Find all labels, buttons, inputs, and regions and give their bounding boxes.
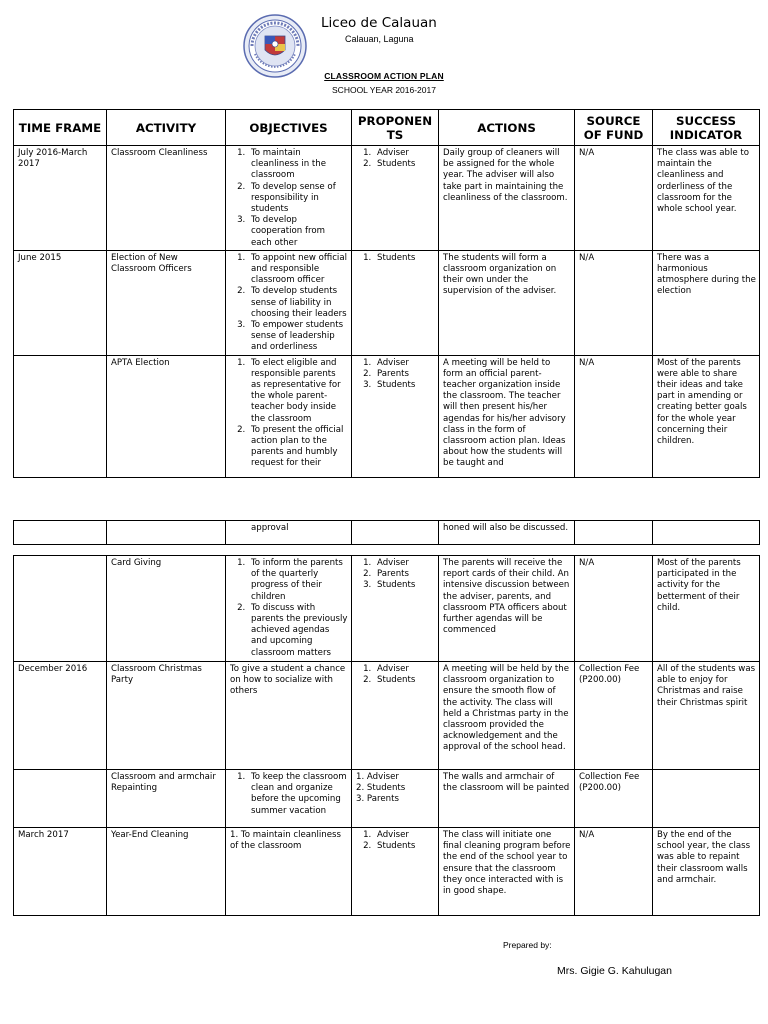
objective-item: 2. To develop sense of responsibility in students [248, 182, 348, 216]
proponent-item: 3. Students [374, 580, 435, 591]
objectives-cell [226, 355, 352, 477]
source-of-fund-cell: N/A [575, 250, 653, 355]
source-of-fund-cell: N/A [575, 556, 653, 662]
proponent-item: 2. Students [356, 783, 406, 794]
objective-item: 2. To discuss with parents the previously achieved agendas and upcoming classroom matters [248, 603, 348, 659]
proponent-item: 3. Students [374, 380, 435, 391]
success-indicator-cell [653, 770, 760, 828]
objectives-cell [226, 146, 352, 251]
signer-name: Mrs. Gigie G. Kahulugan [557, 965, 672, 977]
proponents-cell [352, 250, 439, 355]
prepared-by-label: Prepared by: [503, 940, 552, 950]
document-header [0, 0, 768, 100]
activity-cell: Year-End Cleaning [107, 828, 226, 916]
table-header-row [14, 110, 760, 146]
proponent-item: 1. Adviser [374, 358, 435, 369]
objective-item: 1. To keep the classroom clean and organize before the upcoming summer vacation [248, 772, 348, 817]
school-year: SCHOOL YEAR 2016-2017 [332, 85, 436, 95]
objective-item: 3. To develop cooperation from each other [248, 215, 348, 249]
proponent-item: 2. Parents [374, 569, 435, 580]
time-frame-cell [14, 521, 107, 545]
school-address: Calauan, Laguna [345, 34, 414, 44]
actions-cell: The class will initiate one final cleaning program before the end of the school year to ensure that the classroom they once interacted with is in good shape. [439, 828, 575, 916]
objective-continuation: approval [251, 523, 289, 533]
success-indicator-cell: All of the students was able to enjoy for Christmas and raise their Christmas spirit [653, 662, 760, 770]
col-header-actions: ACTIONS [439, 110, 575, 146]
objectives-cell: To give a student a chance on how to socialize with others [226, 662, 352, 770]
objectives-cell: 1. To maintain cleanliness of the classroom [226, 828, 352, 916]
actions-cell: The walls and armchair of the classroom will be painted [439, 770, 575, 828]
proponent-item: 1. Adviser [374, 664, 435, 675]
col-header-objectives: OBJECTIVES [226, 110, 352, 146]
objective-item: 1. To inform the parents of the quarterly progress of their children [248, 558, 348, 603]
col-header-activity: ACTIVITY [107, 110, 226, 146]
time-frame-cell [14, 556, 107, 662]
activity-cell: Classroom and armchair Repainting [107, 770, 226, 828]
proponent-item: 2. Students [374, 159, 435, 170]
table-row [14, 521, 760, 545]
success-indicator-cell: There was a harmonious atmosphere during the election [653, 250, 760, 355]
activity-cell: APTA Election [107, 355, 226, 477]
success-indicator-cell [653, 521, 760, 545]
action-plan-table-page2 [13, 555, 760, 916]
objective-item: 2. To develop students sense of liability in choosing their leaders [248, 286, 348, 320]
col-header-proponents: PROPONEN TS [352, 110, 439, 146]
proponent-item: 2. Students [374, 841, 435, 852]
proponents-cell [352, 355, 439, 477]
success-indicator-cell: The class was able to maintain the cleanliness and orderliness of the classroom for the whole school year. [653, 146, 760, 251]
actions-cell: The parents will receive the report cards of their child. An intensive discussion between the adviser, parents, and classroom PTA officers about further agendas will be commenced [439, 556, 575, 662]
time-frame-cell: March 2017 [14, 828, 107, 916]
proponent-item: 1. Students [374, 253, 435, 264]
source-of-fund-cell: Collection Fee (P200.00) [575, 662, 653, 770]
school-seal-logo [243, 14, 307, 78]
objective-item: 1. To maintain cleanliness in the classroom [248, 148, 348, 182]
source-of-fund-cell: N/A [575, 355, 653, 477]
activity-cell: Election of New Classroom Officers [107, 250, 226, 355]
action-plan-table-continuation [13, 520, 760, 545]
activity-cell: Classroom Cleanliness [107, 146, 226, 251]
col-header-source-of-fund: SOURCE OF FUND [575, 110, 653, 146]
proponents-cell [352, 146, 439, 251]
activity-cell [107, 521, 226, 545]
actions-text: A meeting will be held to form an official parent-teacher organization inside the classroom. The teacher will then present his/her agendas for his/her advisory class in the form of classroom action plan. Ideas about how the students will be taught and [443, 357, 566, 469]
success-indicator-cell: Most of the parents participated in the activity for the betterment of their child. [653, 556, 760, 662]
actions-cell: honed will also be discussed. [439, 521, 575, 545]
activity-cell: Classroom Christmas Party [107, 662, 226, 770]
activity-cell: Card Giving [107, 556, 226, 662]
table-row [14, 556, 760, 662]
actions-cell: A meeting will be held by the classroom organization to ensure the smooth flow of the activity. The class will held a Christmas party in the classroom provided the acknowledgement and the approval of the school head. [439, 662, 575, 770]
proponent-item: 1. Adviser [374, 148, 435, 159]
proponents-cell [352, 556, 439, 662]
col-header-success-indicator: SUCCESS INDICATOR [653, 110, 760, 146]
success-indicator-cell: By the end of the school year, the class was able to repaint their classroom walls and armchair. [653, 828, 760, 916]
actions-cell: Daily group of cleaners will be assigned for the whole year. The adviser will also take part in maintaining the cleanliness of the classroom. [439, 146, 575, 251]
objectives-cell [226, 770, 352, 828]
table-row [14, 828, 760, 916]
proponent-item: 1. Adviser [374, 830, 435, 841]
table-row [14, 146, 760, 251]
table-row [14, 770, 760, 828]
proponents-cell [352, 662, 439, 770]
time-frame-cell: July 2016-March 2017 [14, 146, 107, 251]
proponent-item: 2. Students [374, 675, 435, 686]
time-frame-cell: June 2015 [14, 250, 107, 355]
action-plan-table-page1 [13, 109, 760, 478]
document-title: CLASSROOM ACTION PLAN [324, 71, 444, 81]
time-frame-cell [14, 770, 107, 828]
table-row [14, 662, 760, 770]
objective-item: 2. To present the official action plan to the parents and humbly request for their [248, 425, 348, 470]
school-name: Liceo de Calauan [321, 15, 437, 31]
time-frame-cell [14, 355, 107, 477]
objectives-cell [226, 250, 352, 355]
proponents-cell [352, 521, 439, 545]
time-frame-cell: December 2016 [14, 662, 107, 770]
proponent-item: 2. Parents [374, 369, 435, 380]
source-of-fund-cell: N/A [575, 828, 653, 916]
success-indicator-cell: Most of the parents were able to share their ideas and take part in amending or creating better goals for the whole year concerning their children. [653, 355, 760, 477]
objectives-cell [226, 521, 352, 545]
objective-item: 3. To empower students sense of leadership and orderliness [248, 320, 348, 354]
objective-item: 1. To elect eligible and responsible parents as representative for the whole parent-teacher body inside the classroom [248, 358, 348, 425]
col-header-time-frame: TIME FRAME [14, 110, 107, 146]
table-row [14, 250, 760, 355]
objectives-cell [226, 556, 352, 662]
objective-item: 1. To appoint new official and responsible classroom officer [248, 253, 348, 287]
source-of-fund-cell: Collection Fee (P200.00) [575, 770, 653, 828]
proponent-item: 1. Adviser [374, 558, 435, 569]
proponents-cell [352, 828, 439, 916]
proponents-cell [352, 770, 439, 828]
proponent-item: 1. Adviser [356, 772, 399, 782]
source-of-fund-cell [575, 521, 653, 545]
actions-cell: The students will form a classroom organization on their own under the supervision of the adviser. [439, 250, 575, 355]
table-row [14, 355, 760, 477]
actions-cell [439, 355, 575, 477]
proponent-item: 3. Parents [356, 794, 399, 805]
source-of-fund-cell: N/A [575, 146, 653, 251]
